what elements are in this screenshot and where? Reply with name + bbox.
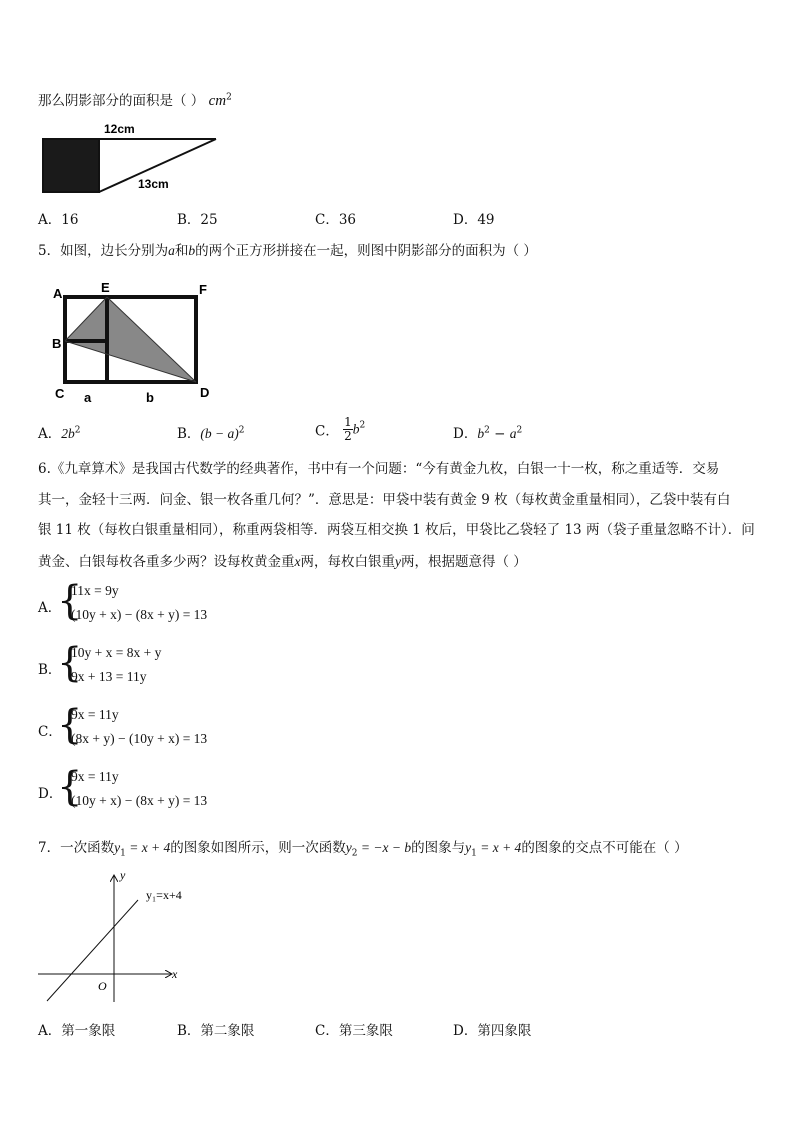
q7-graph (36, 866, 216, 1006)
q4-options (38, 208, 538, 228)
q5-option-d[interactable] (453, 422, 522, 442)
q6-option-c-label: C． (38, 724, 62, 740)
q7-line-label: y₁=x+4 (146, 888, 182, 902)
q4-unit: cm (208, 93, 227, 109)
q5-options (38, 416, 598, 452)
q6-option-d-eq2: (10y + x) − (8x + y) = 13 (71, 793, 208, 808)
q6-line-2: 其一，金轻十三两．问金、银一枚各重几何？”．意思是：甲袋中装有黄金 9 枚（每枚黄金重量相同），乙袋中装有白 (38, 492, 731, 508)
q5-option-d-label: D． (453, 426, 478, 442)
q6-var-x: x (294, 554, 301, 569)
q6-option-d-eq1: 9x = 11y (71, 769, 119, 784)
q7-y2-sub: 2 (351, 848, 358, 859)
q4-option-d[interactable]: D．49 (453, 212, 495, 228)
q4-option-b[interactable]: B．25 (177, 212, 218, 228)
q7-option-d[interactable]: D．第四象限 (453, 1023, 532, 1039)
q5-option-c-val: b (352, 421, 360, 437)
q6-option-d[interactable] (38, 764, 298, 815)
q5-option-d-a-exp: 2 (516, 425, 523, 436)
q6-option-a-eq2: (10y + x) − (8x + y) = 13 (71, 607, 208, 622)
q5-label-a: a (84, 390, 92, 405)
q7-stem-c: 的图象与 (411, 840, 466, 856)
q7-stem-d: 的图象的交点不可能在（ ） (521, 840, 688, 856)
q6-option-b-label: B． (38, 662, 62, 678)
q7-eq1b: = x + 4 (476, 840, 522, 855)
q4-figure (38, 118, 238, 198)
q7-y1-sub: 1 (120, 848, 126, 859)
q5-label-C: C (55, 386, 65, 401)
q5-option-d-b: b (477, 426, 485, 441)
q4-stem-text: 那么阴影部分的面积是（ ） (38, 93, 205, 109)
q7-option-c[interactable]: C．第三象限 (315, 1023, 393, 1039)
q6-option-d-brace: { (57, 764, 83, 810)
q7-stem-a: 7．一次函数 (38, 840, 115, 856)
q5-option-c[interactable] (315, 416, 365, 443)
q4-option-c[interactable]: C．36 (315, 212, 357, 228)
q7-option-a[interactable]: A．第一象限 (38, 1023, 116, 1039)
q6-line-4b: 两，每枚白银重 (300, 554, 395, 570)
q5-option-a-label: A． (38, 426, 62, 442)
q5-stem-b: 和 (174, 243, 189, 259)
q6-option-b-eq2: 9x + 13 = 11y (71, 669, 147, 684)
q7-y-axis-label: y (120, 868, 126, 882)
q5-label-B: B (52, 336, 62, 351)
q6-option-c[interactable] (38, 702, 298, 753)
q6-line-4c: 两，根据题意得（ ） (401, 554, 527, 570)
q4-label-12cm: 12cm (104, 122, 135, 136)
q6-option-c-eq2: (8x + y) − (10y + x) = 13 (71, 731, 208, 746)
q6-option-a-brace: { (57, 578, 83, 624)
q6-option-d-label: D． (38, 786, 63, 802)
q7-eq2: = −x − b (357, 840, 412, 855)
q7-x-axis-label: x (172, 967, 178, 981)
q4-shaded-square (43, 139, 99, 192)
q6-line-4a: 黄金、白银每枚各重多少两？设每枚黄金重 (38, 554, 295, 570)
q6-option-b-brace: { (57, 640, 83, 686)
q7-stem (38, 836, 688, 859)
q5-option-b-label: B． (177, 426, 201, 442)
q6-option-c-eq1: 9x = 11y (71, 707, 119, 722)
q5-stem-c: 的两个正方形拼接在一起，则图中阴影部分的面积为（ ） (195, 243, 537, 259)
q5-option-c-num: 1 (344, 415, 352, 429)
q7-option-b[interactable]: B．第二象限 (177, 1023, 255, 1039)
q5-label-b: b (146, 390, 154, 405)
q5-option-a-exp: 2 (74, 425, 81, 436)
q6-option-a-label: A． (38, 600, 62, 616)
q5-option-c-fraction (343, 416, 353, 443)
q6-option-c-brace: { (57, 702, 83, 748)
q6-line-4 (38, 550, 527, 570)
q7-origin-label: O (98, 979, 107, 993)
q5-label-D: D (200, 385, 210, 400)
q5-option-a-val: 2b (61, 426, 75, 441)
q5-option-c-exp: 2 (359, 420, 366, 431)
q5-option-a[interactable] (38, 422, 80, 442)
q5-stem (38, 239, 537, 259)
q6-option-b[interactable] (38, 640, 298, 691)
q6-option-a[interactable] (38, 578, 298, 629)
q6-var-y: y (395, 554, 401, 569)
q7-y1b-sub: 1 (471, 848, 477, 859)
q7-line-y1 (47, 900, 138, 1001)
q5-option-c-den: 2 (344, 429, 352, 443)
q5-option-c-label: C． (315, 423, 339, 440)
q7-y1b: y (465, 840, 472, 855)
q5-option-b-val: (b − a) (200, 426, 239, 441)
q5-stem-a: 5．如图，边长分别为 (38, 243, 169, 259)
q4-unit-exp: 2 (226, 92, 232, 103)
q5-option-d-b-exp: 2 (484, 425, 490, 436)
q5-figure (48, 280, 238, 405)
q4-label-13cm: 13cm (138, 177, 169, 191)
q5-label-F: F (199, 282, 207, 297)
q5-var-b: b (188, 243, 196, 258)
q7-y1: y (114, 840, 121, 855)
q5-option-d-minus: − (489, 426, 510, 442)
q6-option-b-eq1: 10y + x = 8x + y (71, 645, 162, 660)
q5-option-d-a: a (509, 426, 517, 441)
q5-label-A: A (53, 286, 63, 301)
q5-label-E: E (101, 280, 110, 295)
q5-option-b-exp: 2 (238, 425, 245, 436)
q6-option-a-eq1: 11x = 9y (71, 583, 119, 598)
q7-stem-b: 的图象如图所示，则一次函数 (170, 840, 346, 856)
q4-stem (38, 89, 232, 110)
q6-line-3: 银 11 枚（每枚白银重量相同），称重两袋相等．两袋互相交换 1 枚后，甲袋比乙袋轻了 13 两（袋子重量忽略不计）．问 (38, 522, 755, 538)
q5-var-a: a (168, 243, 175, 258)
q4-option-a[interactable]: A．16 (38, 212, 79, 228)
q7-eq1: = x + 4 (125, 840, 171, 855)
q7-y2: y (345, 840, 352, 855)
q7-options (38, 1019, 598, 1039)
q6-line-1: 6.《九章算术》是我国古代数学的经典著作，书中有一个问题：“今有黄金九枚，白银一十一枚，称之重适等．交易 (38, 461, 720, 477)
q5-option-b[interactable] (177, 422, 245, 442)
